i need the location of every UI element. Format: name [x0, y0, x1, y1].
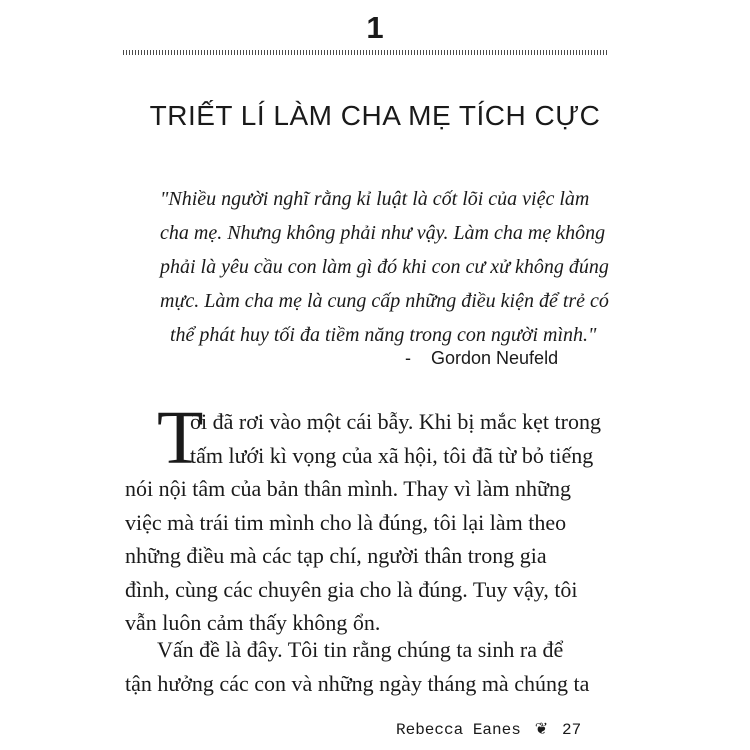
- epigraph-line: thể phát huy tối đa tiềm năng trong con người mình.": [170, 324, 597, 346]
- drop-cap: T: [157, 396, 204, 480]
- body-line: tận hưởng các con và những ngày tháng mà chúng ta: [125, 670, 590, 696]
- body-paragraph-1: [125, 405, 610, 640]
- attribution-dash: -: [405, 348, 411, 368]
- chapter-divider: [123, 50, 609, 55]
- body-line: Vấn đề là đây. Tôi tin rằng chúng ta sinh ra để: [157, 637, 564, 662]
- body-line: ôi đã rơi vào một cái bẫy. Khi bị mắc kẹt trong: [190, 409, 601, 434]
- page-number: 27: [562, 721, 582, 739]
- chapter-title: TRIẾT LÍ LÀM CHA MẸ TÍCH CỰC: [149, 100, 601, 131]
- body-line: vẫn luôn cảm thấy không ổn.: [125, 610, 381, 635]
- chapter-number: 1: [366, 10, 384, 45]
- body-line: việc mà trái tim mình cho là đúng, tôi lại làm theo: [125, 509, 567, 535]
- body-line: nói nội tâm của bản thân mình. Thay vì làm những: [125, 476, 571, 501]
- epigraph-attribution: [405, 344, 558, 372]
- attribution-name: Gordon Neufeld: [431, 348, 559, 368]
- epigraph-quote: [160, 182, 609, 352]
- page-footer: [396, 717, 581, 742]
- floral-ornament-icon: ❦: [534, 719, 549, 738]
- footer-author: Rebecca Eanes: [396, 721, 521, 739]
- body-line: những điều mà các tạp chí, người thân trong gia: [125, 543, 547, 568]
- epigraph-line: "Nhiều người nghĩ rằng kỉ luật là cốt lõi của việc làm: [160, 188, 590, 210]
- epigraph-line: phải là yêu cầu con làm gì đó khi con cư xử không đúng: [160, 256, 609, 278]
- body-paragraph-2: [125, 633, 610, 700]
- epigraph-line: mực. Làm cha mẹ là cung cấp những điều kiện để trẻ có: [160, 290, 609, 312]
- epigraph-line: cha mẹ. Nhưng không phải như vậy. Làm cha mẹ không: [160, 222, 606, 244]
- body-line: đình, cùng các chuyên gia cho là đúng. Tuy vậy, tôi: [125, 576, 578, 602]
- body-line: tấm lưới kì vọng của xã hội, tôi đã từ bỏ tiếng: [190, 442, 594, 468]
